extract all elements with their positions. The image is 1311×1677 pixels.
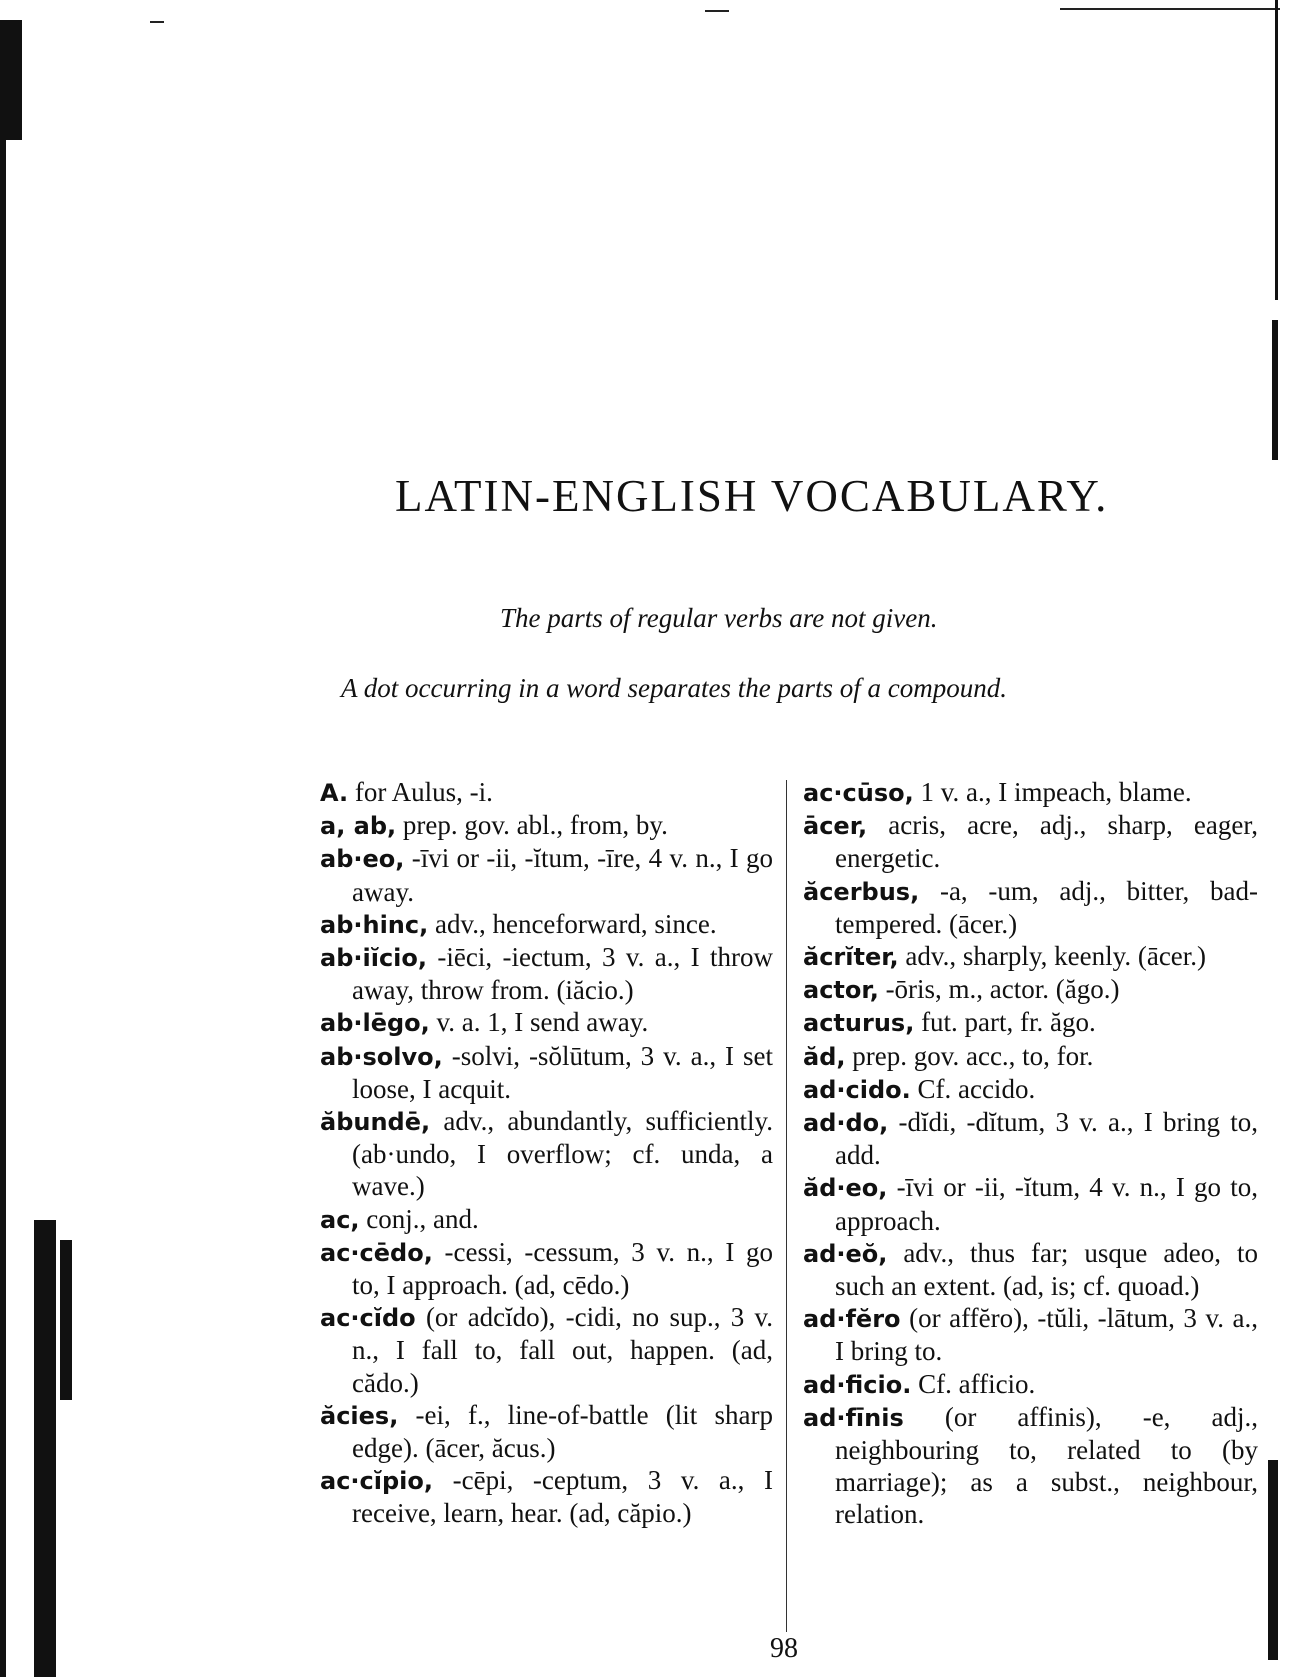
headword: ac·cĭdo <box>320 1304 416 1333</box>
headword: ăcerbus, <box>803 877 920 906</box>
definition: for Aulus, -i. <box>348 777 493 807</box>
right-column <box>803 776 1258 1531</box>
note-regular-verbs: The parts of regular verbs are not given. <box>500 603 938 633</box>
right-edge-line <box>1275 0 1278 300</box>
headword: ad·fīnis <box>803 1403 904 1432</box>
definition: -cessi, -cessum, 3 v. n., I go to, I approach. (ad, cēdo.) <box>352 1236 773 1301</box>
headword: ab·lēgo, <box>320 1009 430 1038</box>
definition: Cf. accido. <box>910 1073 1036 1104</box>
vocab-entry <box>320 1301 773 1399</box>
definition: adv., henceforward, since. <box>428 908 717 939</box>
headword: ăd·eo, <box>803 1174 888 1203</box>
vocab-entry <box>803 1302 1258 1367</box>
definition: v. a. 1, I send away. <box>429 1007 649 1038</box>
vocab-entry <box>320 1399 773 1464</box>
headword: ad·ficio. <box>803 1370 912 1399</box>
headword: ab·hinc, <box>320 910 429 939</box>
vocab-entry <box>803 1401 1258 1531</box>
headword: actor, <box>803 976 879 1005</box>
headword: ab·solvo, <box>320 1042 443 1071</box>
headword: ăbundē, <box>320 1108 431 1137</box>
headword: ad·do, <box>803 1109 889 1138</box>
vocab-entry <box>803 1040 1258 1073</box>
right-edge-shadow-2 <box>1268 1460 1278 1660</box>
vocab-entry <box>320 842 773 907</box>
definition: -dĭdi, -dĭtum, 3 v. a., I bring to, add. <box>835 1107 1258 1171</box>
vocab-entry <box>803 1006 1258 1039</box>
vocab-entry <box>803 973 1258 1006</box>
vocab-entry <box>320 776 773 809</box>
vocab-entry <box>803 1171 1258 1236</box>
headword: ab·iĭcio, <box>320 944 428 973</box>
vocab-entry <box>320 1006 773 1039</box>
top-rule-center <box>705 10 729 12</box>
vocab-entry <box>803 940 1258 973</box>
note-compound-dot: A dot occurring in a word separates the parts of a compound. <box>341 673 1007 703</box>
headword: ācer, <box>803 812 868 841</box>
definition: prep. gov. acc., to, for. <box>845 1040 1094 1071</box>
definition: -a, -um, adj., bitter, bad-tempered. (ācer.) <box>835 875 1258 939</box>
top-rule-left <box>150 21 164 23</box>
vocab-entry <box>320 941 773 1006</box>
page-number: 98 <box>770 1633 798 1664</box>
vocab-entry <box>803 1106 1258 1171</box>
headword: ac·cūso, <box>803 779 914 807</box>
definition: Cf. afficio. <box>911 1368 1036 1399</box>
definition: conj., and. <box>359 1203 479 1234</box>
headword: ab·eo, <box>320 845 405 874</box>
vocab-entry <box>320 1464 773 1529</box>
definition: -solvi, -sŏlūtum, 3 v. a., I set loose, I acquit. <box>352 1040 773 1104</box>
vocab-entry <box>320 1040 773 1105</box>
headword: ad·cido. <box>803 1075 911 1104</box>
headword: A. <box>320 779 349 807</box>
definition: -īvi or -ii, -ĭtum, -īre, 4 v. n., I go away. <box>352 843 773 907</box>
right-edge-shadow <box>1272 320 1278 460</box>
headword: ad·fĕro <box>803 1305 901 1334</box>
definition: prep. gov. abl., from, by. <box>396 810 668 841</box>
vocab-entry <box>803 1368 1258 1401</box>
page-title: LATIN-ENGLISH VOCABULARY. <box>395 471 1109 521</box>
vocab-entry <box>320 1203 773 1236</box>
definition: -īvi or -ii, -ĭtum, 4 v. n., I go to, approach. <box>835 1172 1258 1236</box>
definition: adv., abundantly, sufficiently. (ab·undo, I overflow; cf. unda, a wave.) <box>352 1106 773 1202</box>
definition: adv., thus far; usque adeo, to such an extent. (ad, is; cf. quoad.) <box>835 1237 1258 1302</box>
headword: ac·cēdo, <box>320 1238 433 1267</box>
headword: ăd, <box>803 1042 846 1071</box>
vocab-entry <box>803 875 1258 940</box>
headword: ac, <box>320 1205 360 1234</box>
definition: adv., sharply, keenly. (ācer.) <box>898 941 1207 972</box>
definition: -iēci, -iectum, 3 v. a., I throw away, throw from. (iăcio.) <box>352 942 773 1006</box>
binding-shadow-bottom-2 <box>60 1240 72 1400</box>
vocab-entry <box>320 1105 773 1203</box>
vocab-entry <box>803 776 1258 809</box>
column-divider <box>786 780 787 1632</box>
vocab-entry <box>803 1073 1258 1106</box>
definition: -ei, f., line-of-battle (lit sharp edge). (ācer, ăcus.) <box>352 1399 773 1464</box>
definition: fut. part, fr. ăgo. <box>914 1007 1096 1038</box>
top-rule-right <box>1060 8 1280 10</box>
definition: (or affinis), -e, adj., neighbouring to, related to (by marriage); as a subst., neighbour, relation. <box>835 1401 1258 1530</box>
headword: a, ab, <box>320 812 397 841</box>
vocab-entry <box>320 908 773 941</box>
definition: 1 v. a., I impeach, blame. <box>913 777 1192 807</box>
definition: -cēpi, -ceptum, 3 v. a., I receive, learn, hear. (ad, căpio.) <box>352 1465 773 1529</box>
definition: (or adcĭdo), -cidi, no sup., 3 v. n., I fall to, fall out, happen. (ad, cădo.) <box>352 1302 773 1398</box>
headword: ăcrĭter, <box>803 943 899 972</box>
definition: acris, acre, adj., sharp, eager, energetic. <box>835 810 1258 874</box>
headword: ac·cĭpio, <box>320 1467 434 1496</box>
vocab-entry <box>320 1236 773 1301</box>
headword: ad·eŏ, <box>803 1239 888 1268</box>
definition: -ōris, m., actor. (ăgo.) <box>878 974 1120 1005</box>
vocab-entry <box>320 809 773 842</box>
vocab-entry <box>803 809 1258 874</box>
vocab-entry <box>803 1237 1258 1302</box>
binding-shadow-left <box>0 40 6 1677</box>
left-column <box>320 776 773 1530</box>
binding-shadow-bottom <box>34 1220 56 1677</box>
definition: (or affĕro), -tŭli, -lātum, 3 v. a., I bring to. <box>835 1303 1258 1367</box>
headword: ăcies, <box>320 1401 399 1430</box>
headword: acturus, <box>803 1009 915 1038</box>
